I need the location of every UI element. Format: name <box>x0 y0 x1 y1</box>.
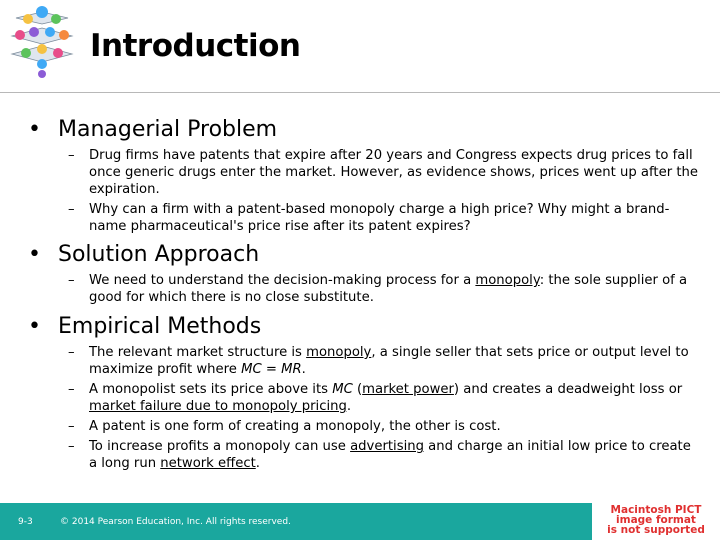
list-item: – Drug firms have patents that expire after 20 years and Congress expects drug prices to fall once generic drugs enter the market. However, as evidence shows, prices went up after the expiration. <box>68 148 698 197</box>
monopoly-link[interactable]: monopoly <box>306 345 372 360</box>
list-item: – A monopolist sets its price above its MC (market power) and creates a deadweight loss or market failure due to monopoly pricing. <box>68 382 683 414</box>
list-item: – Why can a firm with a patent-based monopoly charge a high price? Why might a brand-name pharmaceutical's price rise after its patent expires? <box>68 202 670 234</box>
market-failure-link[interactable]: market failure due to monopoly pricing <box>89 399 347 414</box>
page-number: 9-3 <box>18 517 33 527</box>
list-item: – To increase profits a monopoly can use advertising and charge an initial low price to create a long run network effect. <box>68 439 691 471</box>
title-divider <box>0 92 720 93</box>
market-power-link[interactable]: market power <box>362 382 454 397</box>
section-heading-empirical-methods: • Empirical Methods <box>28 314 262 339</box>
section-heading-solution-approach: • Solution Approach <box>28 242 260 267</box>
copyright-notice: © 2014 Pearson Education, Inc. All rights reserved. <box>60 517 291 527</box>
list-item: – The relevant market structure is monopoly, a single seller that sets price or output level to maximize profit where MC = MR. <box>68 345 689 377</box>
network-effect-link[interactable]: network effect <box>160 456 256 471</box>
stacked-blocks-logo-icon <box>2 2 82 78</box>
footer-bar <box>0 503 592 540</box>
advertising-link[interactable]: advertising <box>350 439 424 454</box>
list-item: – We need to understand the decision-making process for a monopoly: the sole supplier of a good for which there is no close substitute. <box>68 273 688 305</box>
section-heading-managerial-problem: • Managerial Problem <box>28 117 278 142</box>
monopoly-link[interactable]: monopoly <box>475 273 540 288</box>
unsupported-image-placeholder: Macintosh PICT image format is not supported <box>607 504 705 536</box>
page-title: Introduction <box>90 28 301 64</box>
list-item: – A patent is one form of creating a monopoly, the other is cost. <box>68 419 501 434</box>
